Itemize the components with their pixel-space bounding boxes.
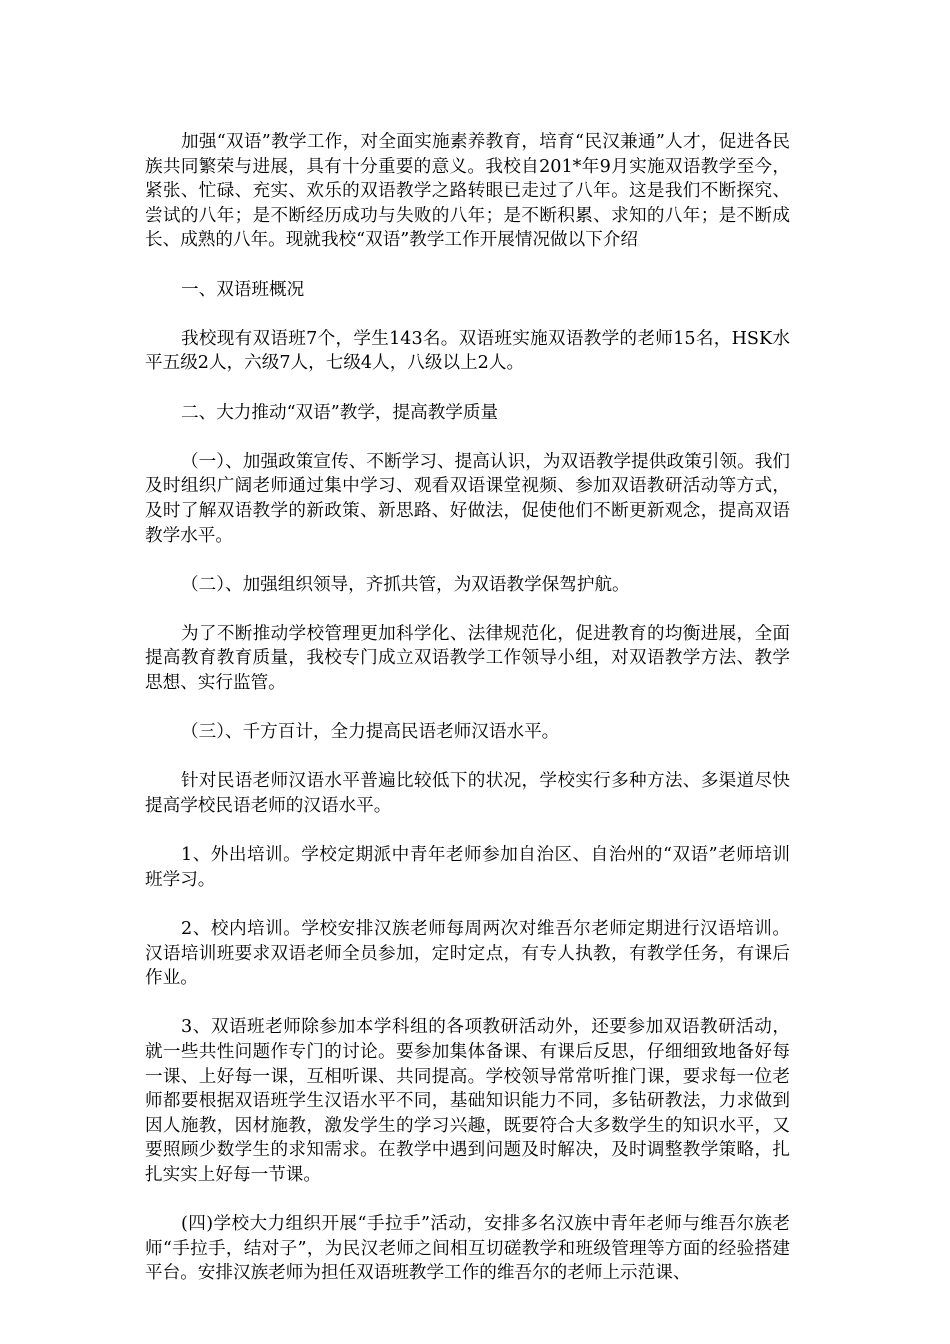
teaching-research-paragraph: 3、双语班老师除参加本学科组的各项教研活动外，还要参加双语教研活动，就一些共性问题作专门的讨论。要参加集体备课、有课后反思，仔细细致地备好每一课、上好每一课，互相听课、共同提高。学校领导常常听推门课，要求每一位老师都要根据双语班学生汉语水平不同，基础知识能力不同，多钻研教法，力求做到因人施教，因材施教，激发学生的学习兴趣，既要符合大多数学生的知识水平，又要照顾少数学生的求知需求。在教学中遇到问题及时解决，及时调整教学策略，扎扎实实上好每一节课。 <box>145 1017 790 1185</box>
teacher-level-paragraph: 针对民语老师汉语水平普遍比较低下的状况，学校实行多种方法、多渠道尽快提高学校民语老师的汉语水平。 <box>145 771 790 817</box>
subsection-heading-leadership: （二）、加强组织领导，齐抓共管，为双语教学保驾护航。 <box>181 574 630 595</box>
internal-training-paragraph: 2、校内培训。学校安排汉族老师每周两次对维吾尔老师定期进行汉语培训。汉语培训班要求双语老师全员参加，定时定点，有专人执教，有教学任务，有课后作业。 <box>145 919 790 989</box>
section-heading-overview: 一、双语班概况 <box>181 279 305 300</box>
leadership-paragraph: 为了不断推动学校管理更加科学化、法律规范化，促进教育的均衡进展，全面提高教育教育质量，我校专门成立双语教学工作领导小组，对双语教学方法、教学思想、实行监管。 <box>145 623 790 694</box>
external-training-paragraph: 1、外出培训。学校定期派中青年老师参加自治区、自治州的“双语”老师培训班学习。 <box>145 845 790 890</box>
section-heading-promotion: 二、大力推动“双语”教学，提高教学质量 <box>181 402 499 423</box>
intro-paragraph: 加强“双语”教学工作，对全面实施素养教育，培育“民汉兼通”人才，促进各民族共同繁荣与进展，具有十分重要的意义。我校自201*年9月实施双语教学至今，紧张、忙碌、充实、欢乐的双语教学之路转眼已走过了八年。这是我们不断探究、尝试的八年；是不断经历成功与失败的八年；是不断积累、求知的八年；是不断成长、成熟的八年。现就我校“双语”教学工作开展情况做以下介绍 <box>145 132 790 251</box>
subsection-heading-teacher-level: （三）、千方百计，全力提高民语老师汉语水平。 <box>181 722 560 743</box>
document-body <box>145 130 790 1286</box>
hand-in-hand-paragraph: (四)学校大力组织开展“手拉手”活动，安排多名汉族中青年老师与维吾尔族老师“手拉手，结对子”，为民汉老师之间相互切磋教学和班级管理等方面的经验搭建平台。安排汉族老师为担任双语班教学工作的维吾尔的老师上示范课、 <box>145 1214 790 1284</box>
overview-paragraph: 我校现有双语班7个，学生143名。双语班实施双语教学的老师15名，HSK水平五级2人，六级7人，七级4人，八级以上2人。 <box>145 328 790 374</box>
subsection-policy-paragraph: （一）、加强政策宣传、不断学习、提高认识，为双语教学提供政策引领。我们及时组织广阔老师通过集中学习、观看双语课堂视频、参加双语教研活动等方式，及时了解双语教学的新政策、新思路、好做法，促使他们不断更新观念，提高双语教学水平。 <box>145 451 790 546</box>
